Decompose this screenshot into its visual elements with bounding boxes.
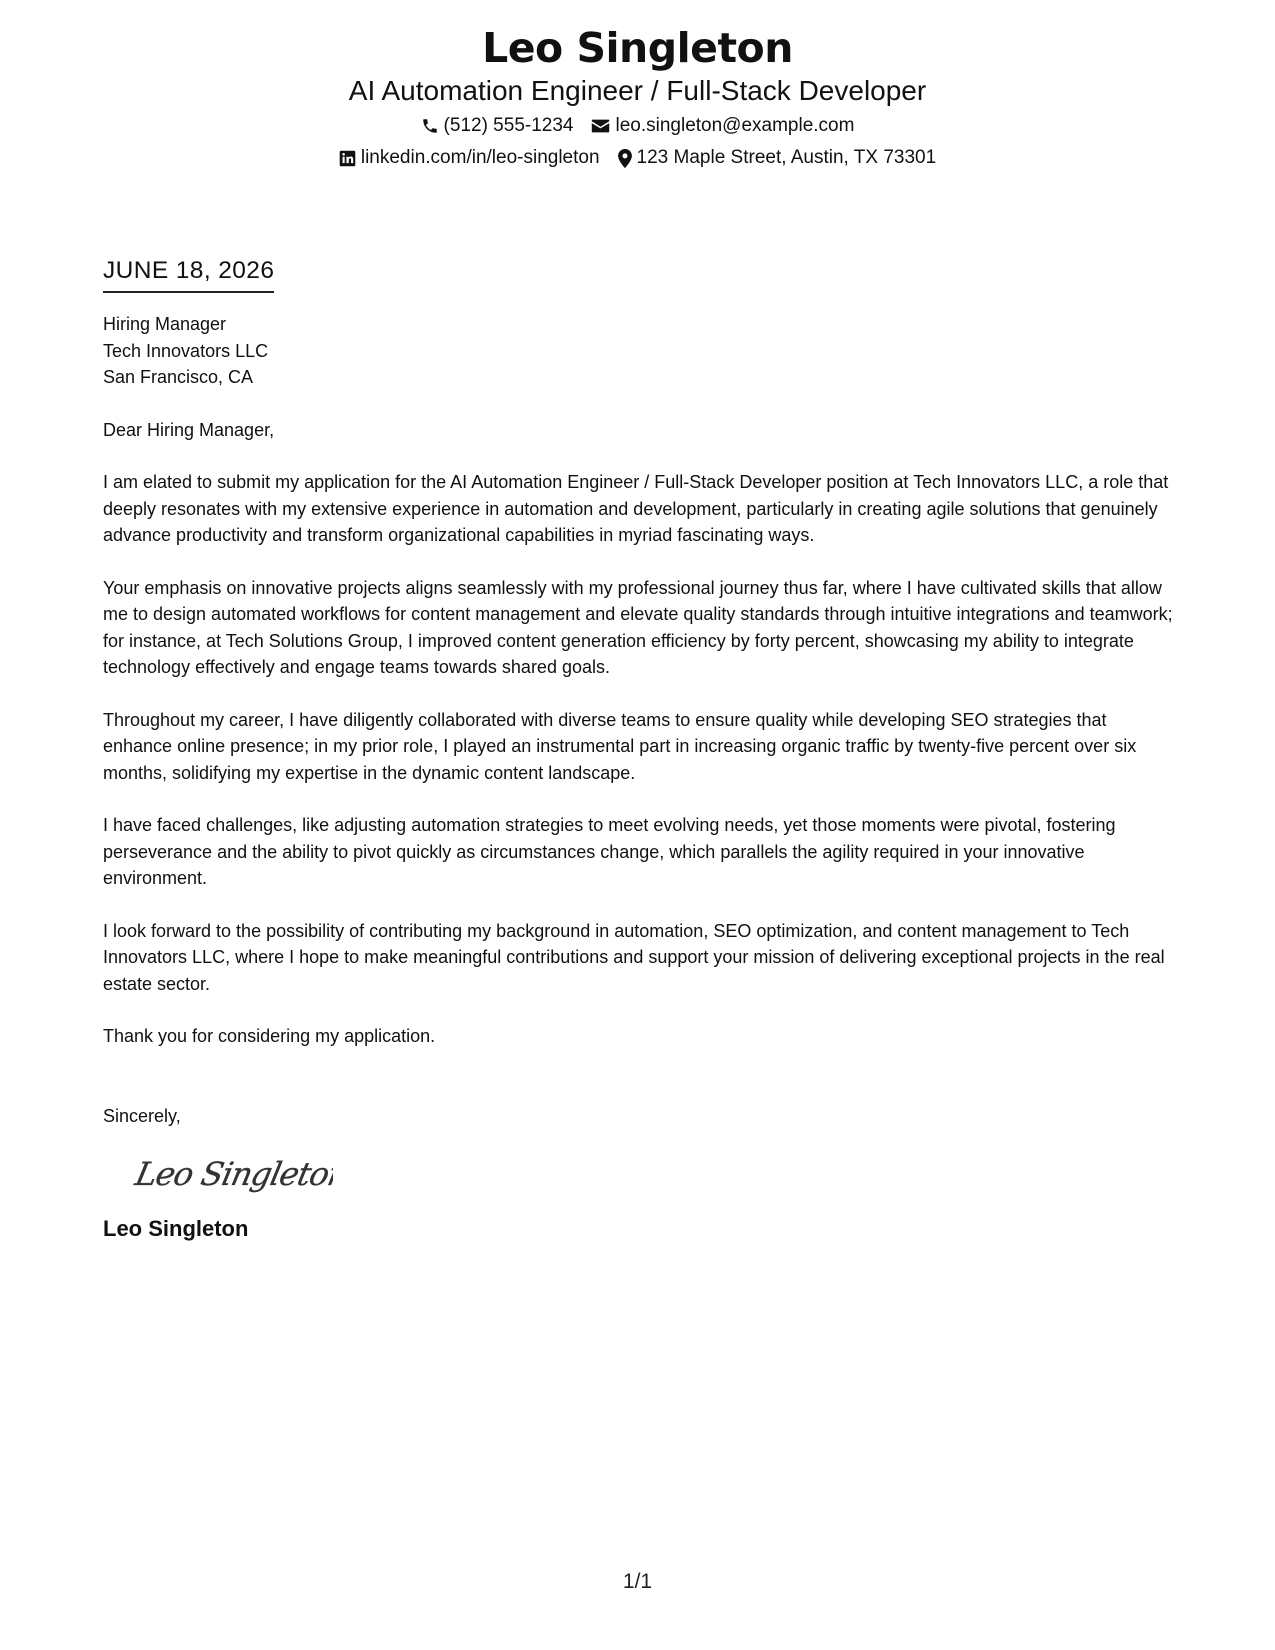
street-address: 123 Maple Street, Austin, TX 73301 bbox=[636, 147, 937, 168]
letter-header bbox=[0, 22, 1275, 170]
address-contact bbox=[618, 146, 937, 170]
svg-text:Leo Singleton: Leo Singleton bbox=[133, 1155, 333, 1193]
paragraph-1: I am elated to submit my application for the AI Automation Engineer / Full-Stack Developer position at Tech Innovators LLC, a role that deeply resonates with my extensive experience in automation and development, particularly in creating agile solutions that genuinely advance productivity and transform organizational capabilities in myriad fascinating ways. bbox=[103, 472, 1169, 545]
linkedin-icon bbox=[339, 150, 356, 167]
contact-row-2 bbox=[0, 146, 1275, 170]
applicant-name: Leo Singleton bbox=[482, 24, 793, 72]
phone-icon bbox=[421, 117, 439, 135]
recipient-company: Tech Innovators LLC bbox=[103, 340, 269, 361]
recipient-block bbox=[103, 311, 1173, 391]
email-address: leo.singleton@example.com bbox=[615, 115, 855, 136]
closing: Sincerely, bbox=[103, 1105, 181, 1126]
phone-contact bbox=[421, 114, 574, 138]
letter-body bbox=[103, 255, 1173, 1243]
letter-date-block bbox=[103, 255, 1173, 293]
salutation: Dear Hiring Manager, bbox=[103, 419, 275, 440]
thank-you-paragraph: Thank you for considering my application. bbox=[103, 1026, 436, 1046]
paragraph-3: Throughout my career, I have diligently collaborated with diverse teams to ensure quality while developing SEO strategies that enhance online presence; in my prior role, I played an instrumental part in increasing organic traffic by twenty-five percent over six months, solidifying my expertise in the dynamic content landscape. bbox=[103, 709, 1137, 783]
paragraph-5: I look forward to the possibility of contributing my background in automation, SEO optimization, and content management to Tech Innovators LLC, where I hope to make meaningful contributions and support your mission of delivering exceptional projects in the real estate sector. bbox=[103, 920, 1165, 994]
paragraph-2: Your emphasis on innovative projects aligns seamlessly with my professional journey thus far, where I have cultivated skills that allow me to design automated workflows for content management and elevate quality standards through intuitive integrations and teamwork; for instance, at Tech Solutions Group, I improved content generation efficiency by forty percent, showcasing my ability to integrate technology effectively and engage teams towards shared goals. bbox=[103, 577, 1173, 677]
email-contact bbox=[591, 114, 854, 138]
applicant-role: AI Automation Engineer / Full-Stack Developer bbox=[348, 75, 927, 106]
recipient-title: Hiring Manager bbox=[103, 314, 227, 334]
contact-row-1 bbox=[0, 114, 1275, 138]
map-marker-icon bbox=[618, 149, 632, 168]
linkedin-contact bbox=[339, 146, 600, 170]
recipient-location: San Francisco, CA bbox=[103, 367, 254, 387]
signer-name: Leo Singleton bbox=[103, 1216, 249, 1241]
paragraph-4: I have faced challenges, like adjusting automation strategies to meet evolving needs, yet those moments were pivotal, fostering perseverance and the ability to pivot quickly as circumstances change, which parallels the agility required in your innovative environment. bbox=[103, 815, 1116, 888]
phone-number: (512) 555-1234 bbox=[443, 115, 574, 136]
linkedin-url: linkedin.com/in/leo-singleton bbox=[360, 147, 600, 168]
letter-date: JUNE 18, 2026 bbox=[103, 255, 274, 293]
handwritten-signature bbox=[133, 1151, 333, 1201]
page-number: 1/1 bbox=[622, 1570, 653, 1593]
envelope-icon bbox=[591, 118, 610, 134]
